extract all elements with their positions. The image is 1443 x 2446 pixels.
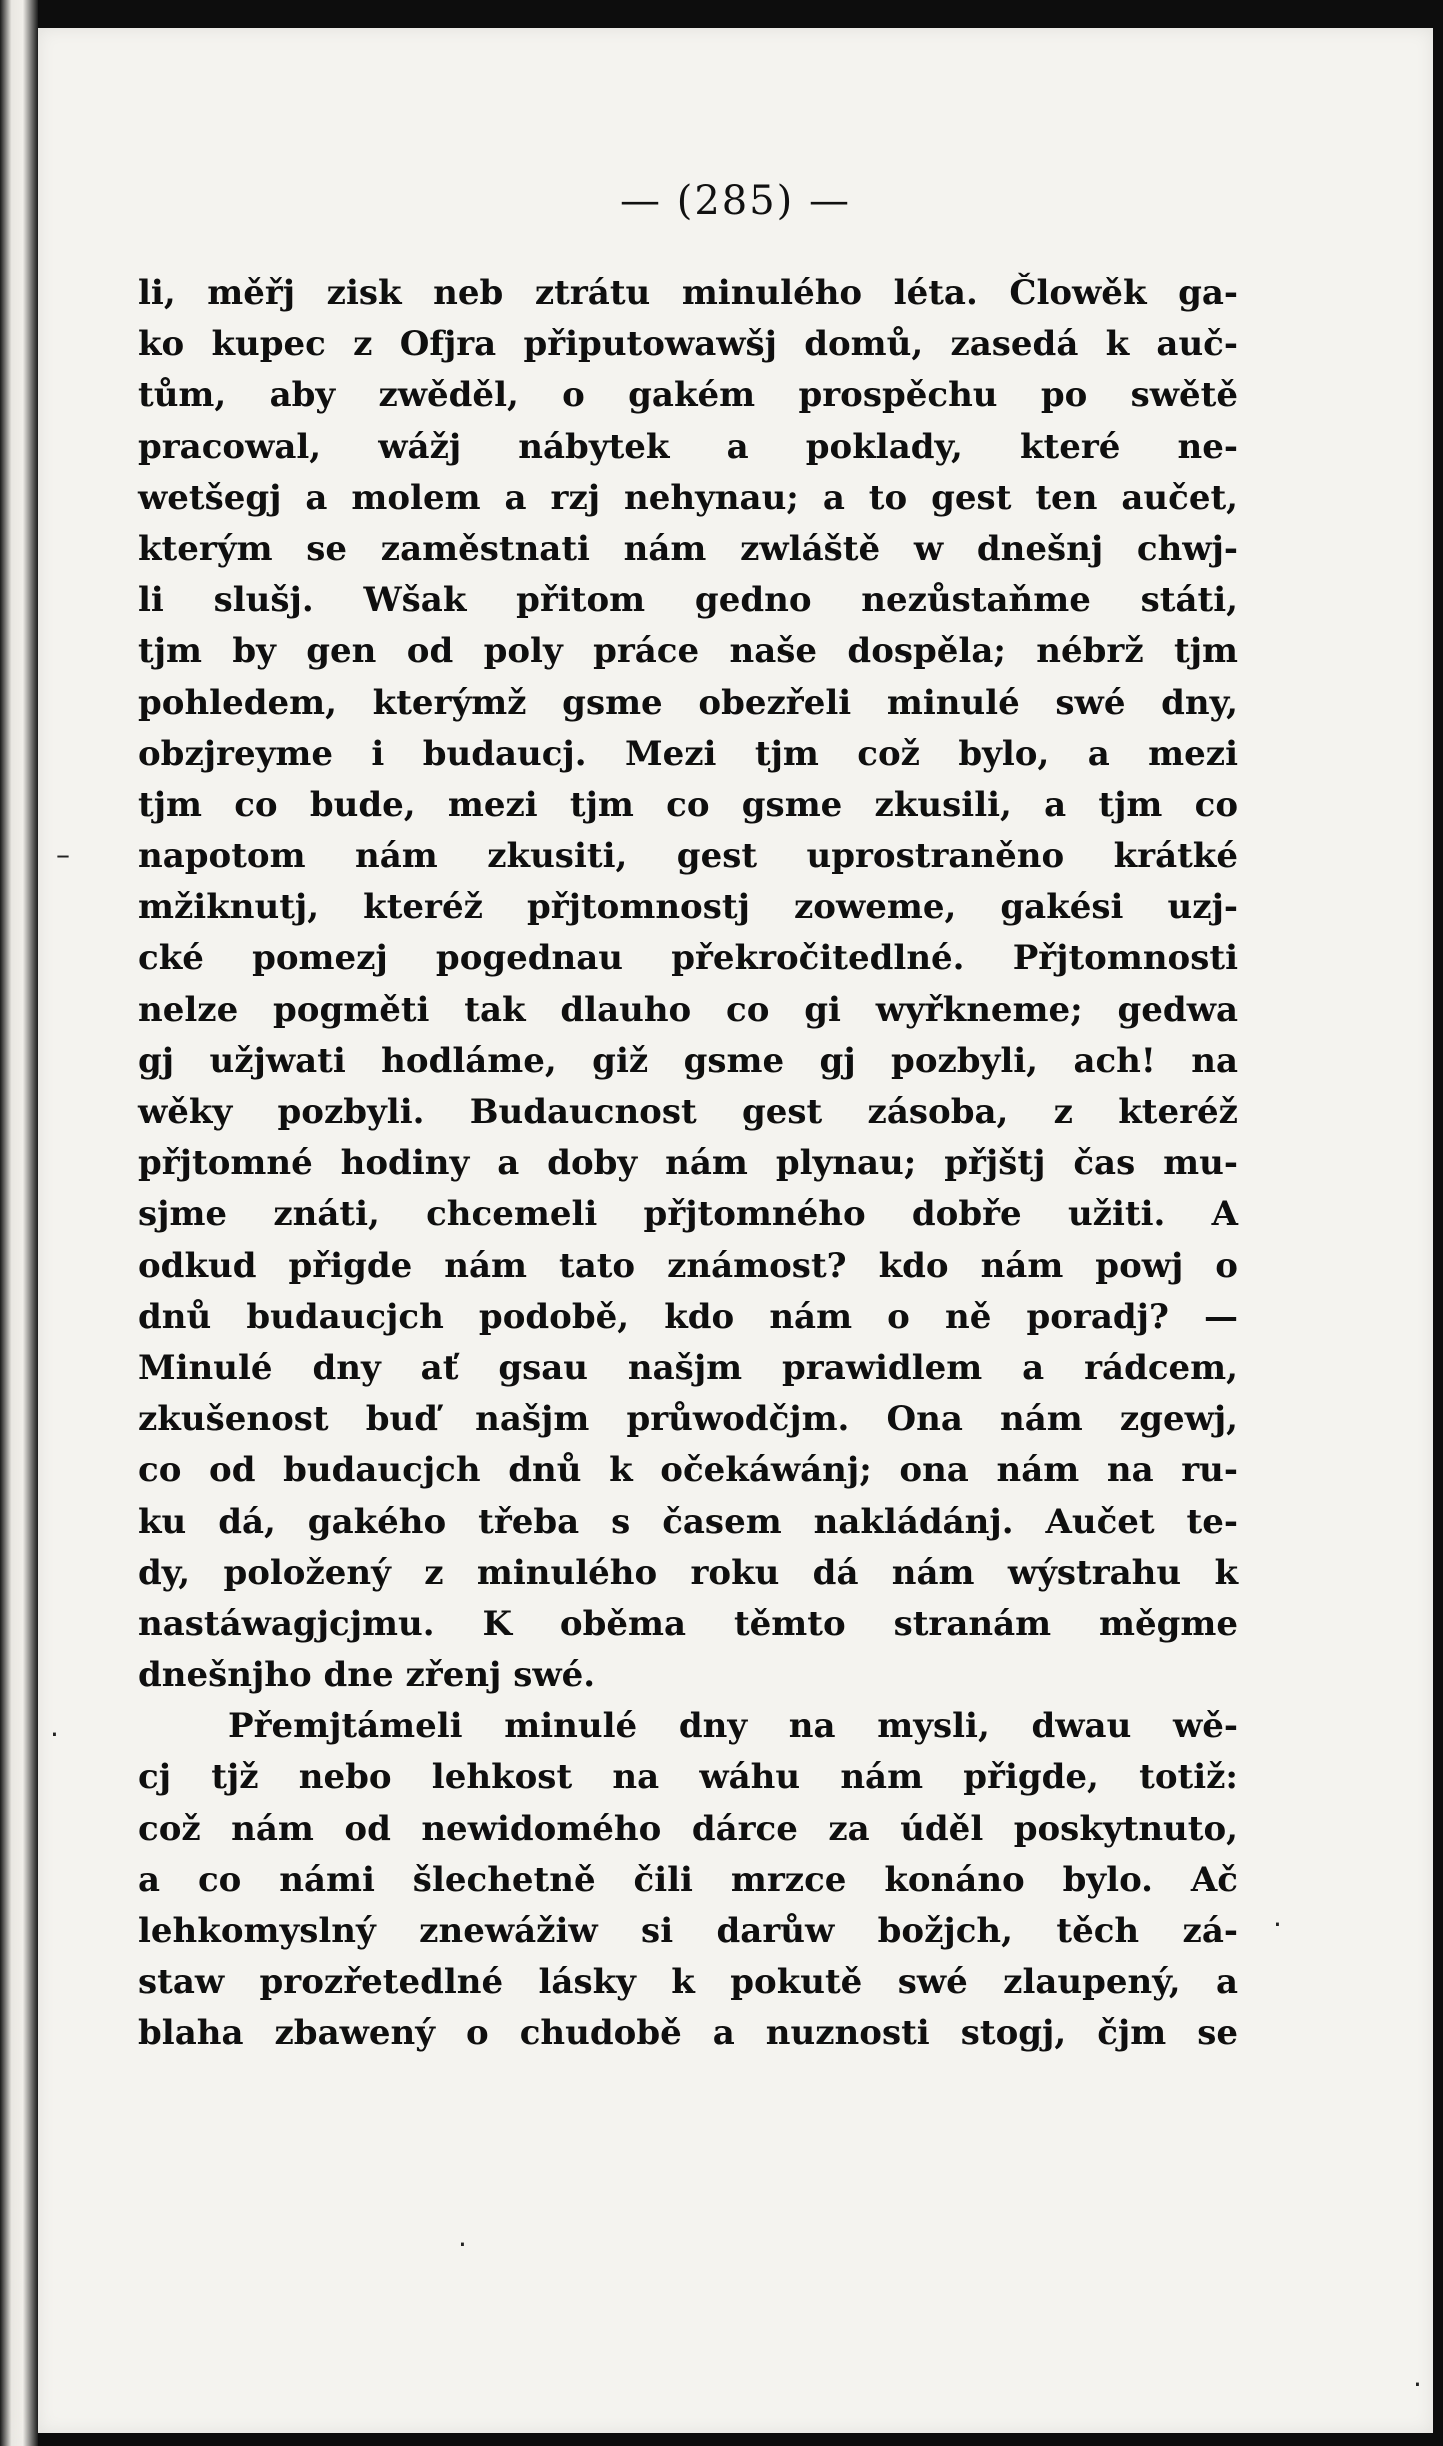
text-line: wetšegj a molem a rzj nehynau; a to gest ten aučet, (138, 477, 1238, 518)
text-line: Přemjtámeli minulé dny na mysli, dwau wě- (228, 1706, 1238, 1747)
text-line: cké pomezj pogednau překročitedlné. Přjtomnosti (138, 938, 1238, 979)
text-line: nastáwagjcjmu. K oběma těmto stranám měgme (138, 1603, 1238, 1644)
text-line: napotom nám zkusiti, gest uprostraněno krátké (138, 836, 1238, 877)
text-line: ko kupec z Ofjra připutowawšj domů, zasedá k auč- (138, 324, 1238, 365)
margin-speck: – (56, 838, 70, 871)
page-header: — (285) — (620, 178, 851, 224)
text-line: zkušenost buď našjm průwodčjm. Ona nám zgewj, (138, 1399, 1238, 1440)
text-line: lehkomyslný znewážiw si darůw božjch, těch zá- (138, 1911, 1238, 1951)
margin-speck: · (458, 2228, 467, 2261)
text-line: pracowal, wážj nábytek a poklady, které ne- (138, 426, 1238, 467)
text-line: tům, aby zwěděl, o gakém prospěchu po swětě (138, 375, 1238, 416)
text-line: a co námi šlechetně čili mrzce konáno bylo. Ač (138, 1859, 1238, 1900)
text-line: kterým se zaměstnati nám zwláště w dnešnj chwj- (138, 528, 1238, 569)
text-line: cj tjž nebo lehkost na wáhu nám přigde, totiž: (138, 1757, 1238, 1798)
text-line: li slušj. Wšak přitom gedno nezůstaňme státi, (138, 580, 1238, 621)
text-line: odkud přigde nám tato známost? kdo nám powj o (138, 1245, 1238, 1286)
page-text-body (138, 268, 1238, 2060)
text-line: obzjreyme i budaucj. Mezi tjm což bylo, a mezi (138, 733, 1238, 774)
text-line: co od budaucjch dnů k očekáwánj; ona nám na ru- (138, 1450, 1238, 1491)
text-line: wěky pozbyli. Budaucnost gest zásoba, z kteréž (138, 1092, 1238, 1132)
text-line: přjtomné hodiny a doby nám plynau; přjštj čas mu- (138, 1143, 1238, 1184)
text-line: tjm by gen od poly práce naše dospěla; nébrž tjm (138, 631, 1238, 672)
text-line: dy, položený z minulého roku dá nám wýstrahu k (138, 1552, 1238, 1593)
text-line: Minulé dny ať gsau našjm prawidlem a rádcem, (138, 1347, 1238, 1388)
margin-speck: · (1413, 2368, 1422, 2401)
text-line: dnešnjho dne zřenj swé. (138, 1655, 596, 1696)
text-line: sjme znáti, chcemeli přjtomného dobře užiti. A (138, 1194, 1238, 1235)
margin-speck: · (1273, 1908, 1282, 1941)
text-line: ku dá, gakého třeba s časem nakládánj. Aučet te- (138, 1501, 1238, 1542)
adjacent-page-edge (0, 0, 38, 2446)
text-line: což nám od newidomého dárce za úděl poskytnuto, (138, 1808, 1238, 1849)
book-page (38, 28, 1433, 2433)
text-line: li, měřj zisk neb ztrátu minulého léta. Člowěk ga- (138, 273, 1238, 313)
margin-speck: · (50, 1718, 59, 1751)
text-line: dnů budaucjch podobě, kdo nám o ně poradj? — (138, 1296, 1238, 1337)
text-line: gj užjwati hodláme, giž gsme gj pozbyli, ach! na (138, 1040, 1238, 1081)
text-line: mžiknutj, kteréž přjtomnostj zoweme, gakési uzj- (138, 887, 1238, 928)
text-line: tjm co bude, mezi tjm co gsme zkusili, a tjm co (138, 784, 1238, 825)
text-line: blaha zbawený o chudobě a nuznosti stogj, čjm se (138, 2013, 1238, 2054)
text-line: nelze pogměti tak dlauho co gi wyřkneme; gedwa (138, 989, 1238, 1030)
text-line: pohledem, kterýmž gsme obezřeli minulé swé dny, (138, 682, 1238, 723)
text-line: staw prozřetedlné lásky k pokutě swé zlaupený, a (138, 1962, 1238, 2003)
